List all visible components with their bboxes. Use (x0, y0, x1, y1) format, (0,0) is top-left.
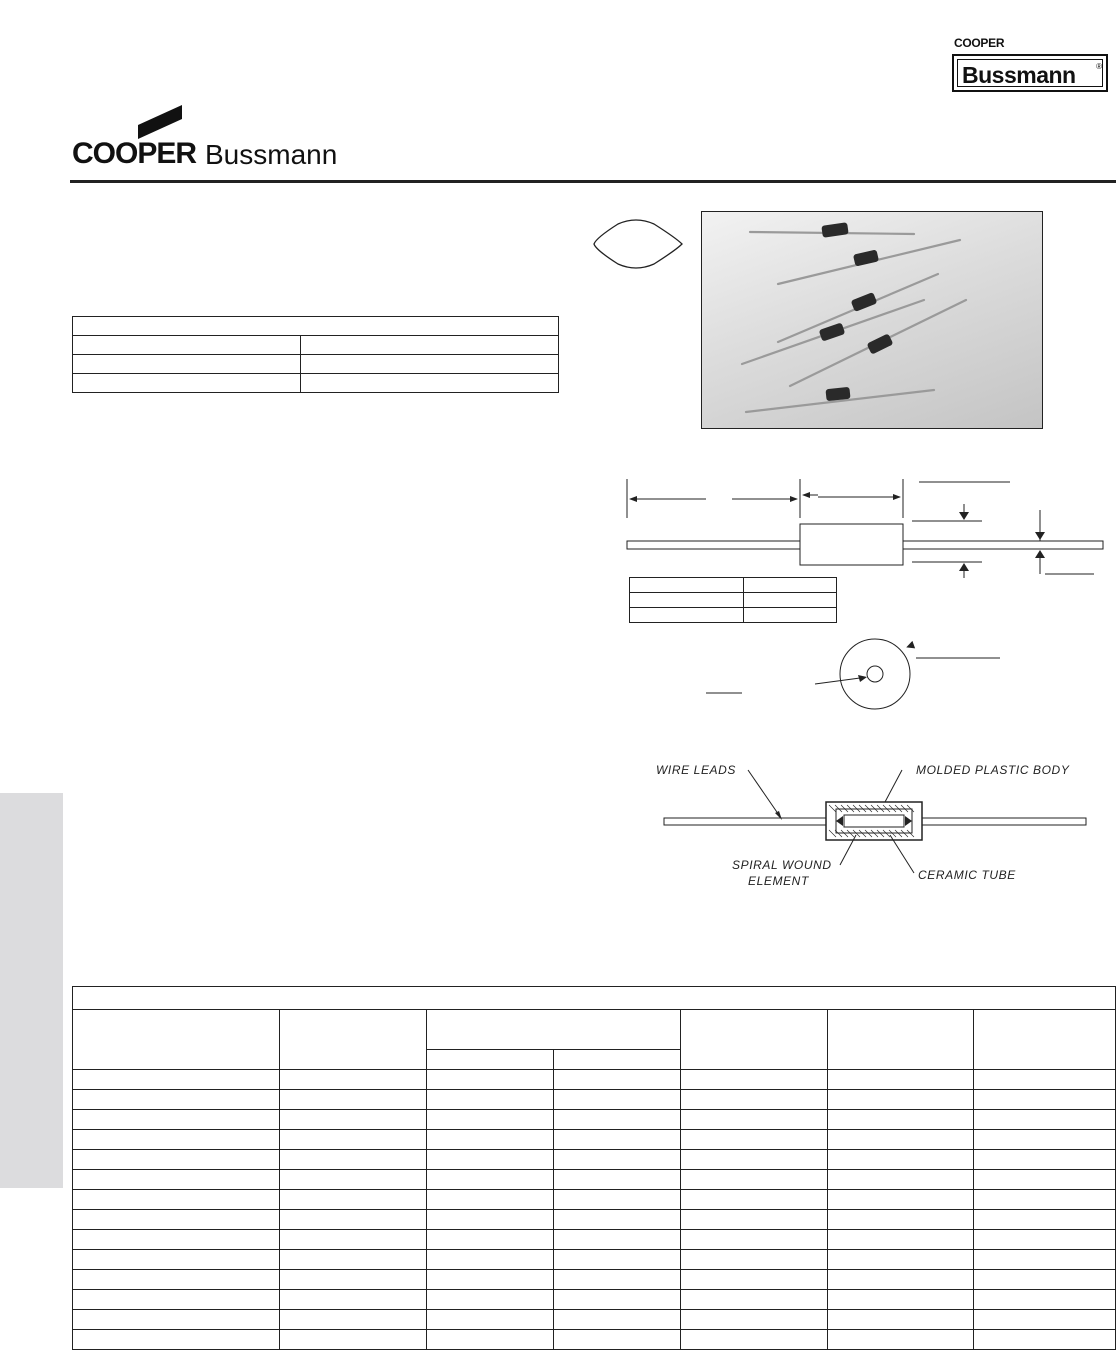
main-brand-logo (72, 105, 372, 171)
table-cell (73, 1210, 280, 1230)
table-cell (73, 1110, 280, 1130)
table-cell (280, 1110, 427, 1130)
table-cell (280, 1130, 427, 1150)
table-cell (427, 1330, 554, 1350)
end-view-drawing (690, 632, 1010, 712)
table-row (73, 1270, 1116, 1290)
table-cell (681, 1310, 828, 1330)
ratings-col-header (681, 1010, 828, 1070)
table-cell (681, 1090, 828, 1110)
table-cell (280, 1090, 427, 1110)
table-cell (681, 1190, 828, 1210)
table-cell (681, 1110, 828, 1130)
dimension-row (630, 608, 837, 623)
table-cell (554, 1310, 681, 1330)
table-cell (554, 1090, 681, 1110)
table-cell (974, 1310, 1116, 1330)
table-row (73, 1210, 1116, 1230)
table-cell (73, 1330, 280, 1350)
table-cell (73, 1230, 280, 1250)
table-cell (554, 1070, 681, 1090)
table-cell (73, 1150, 280, 1170)
table-cell (828, 1190, 974, 1210)
table-cell (280, 1310, 427, 1330)
small-logo-box (952, 54, 1108, 92)
table-cell (681, 1070, 828, 1090)
logo-cooper: COOPER (72, 137, 197, 170)
table-cell (554, 1290, 681, 1310)
table-cell (554, 1330, 681, 1350)
table-cell (554, 1110, 681, 1130)
table-cell (427, 1090, 554, 1110)
table-cell (554, 1230, 681, 1250)
table-row (73, 1090, 1116, 1110)
table-row (73, 1310, 1116, 1330)
table-cell (681, 1330, 828, 1350)
table-cell (681, 1290, 828, 1310)
spec-row (73, 374, 559, 393)
table-cell (280, 1290, 427, 1310)
compliance-badge-icon (590, 214, 686, 274)
table-cell (828, 1310, 974, 1330)
side-section-tab (0, 793, 63, 1188)
dimension-drawing (620, 470, 1110, 582)
table-cell (554, 1270, 681, 1290)
table-cell (974, 1250, 1116, 1270)
small-brand-logo (950, 36, 1112, 96)
table-cell (427, 1070, 554, 1090)
table-row (73, 1150, 1116, 1170)
table-cell (828, 1130, 974, 1150)
table-cell (554, 1210, 681, 1230)
table-cell (280, 1330, 427, 1350)
table-cell (427, 1290, 554, 1310)
cutaway-drawing (650, 755, 1090, 895)
table-cell (73, 1190, 280, 1210)
table-cell (828, 1090, 974, 1110)
table-cell (280, 1170, 427, 1190)
table-row (73, 1170, 1116, 1190)
label-spiral-element-1: SPIRAL WOUND (732, 858, 832, 872)
ratings-table-body (73, 1070, 1116, 1350)
header-rule (70, 180, 1116, 183)
logo-bussmann: Bussmann (205, 139, 338, 170)
table-cell (427, 1190, 554, 1210)
label-spiral-element-2: ELEMENT (748, 874, 809, 888)
table-cell (427, 1170, 554, 1190)
table-row (73, 1330, 1116, 1350)
small-logo-bussmann: Bussmann (962, 62, 1076, 88)
table-cell (73, 1170, 280, 1190)
table-cell (974, 1170, 1116, 1190)
table-cell (73, 1270, 280, 1290)
ratings-subcol-header (427, 1050, 554, 1070)
table-cell (974, 1130, 1116, 1150)
table-cell (427, 1150, 554, 1170)
table-cell (427, 1230, 554, 1250)
table-row (73, 1230, 1116, 1250)
table-cell (73, 1090, 280, 1110)
table-cell (73, 1070, 280, 1090)
table-cell (681, 1170, 828, 1190)
product-photo (701, 211, 1043, 429)
spec-table (72, 316, 559, 393)
table-cell (73, 1250, 280, 1270)
table-cell (73, 1130, 280, 1150)
table-cell (554, 1150, 681, 1170)
fuse-photo-image (702, 212, 1042, 428)
table-cell (974, 1110, 1116, 1130)
ratings-col-header (427, 1010, 681, 1050)
table-cell (828, 1070, 974, 1090)
table-cell (681, 1230, 828, 1250)
label-molded-body: MOLDED PLASTIC BODY (916, 763, 1070, 777)
table-row (73, 1110, 1116, 1130)
table-row (73, 1130, 1116, 1150)
table-cell (280, 1070, 427, 1090)
table-cell (681, 1150, 828, 1170)
spec-table-header (73, 317, 559, 336)
table-cell (280, 1250, 427, 1270)
table-cell (828, 1250, 974, 1270)
spec-row (73, 355, 559, 374)
registered-mark: ® (1096, 62, 1102, 71)
table-cell (828, 1290, 974, 1310)
label-ceramic-tube: CERAMIC TUBE (918, 868, 1016, 882)
table-cell (427, 1110, 554, 1130)
ratings-col-header (280, 1010, 427, 1070)
ratings-table-title (73, 987, 1116, 1010)
table-cell (974, 1230, 1116, 1250)
ratings-header-row (73, 1010, 1116, 1050)
table-cell (681, 1130, 828, 1150)
table-cell (681, 1270, 828, 1290)
dimension-table (629, 577, 837, 623)
spec-row (73, 336, 559, 355)
ratings-subcol-header (554, 1050, 681, 1070)
table-cell (427, 1250, 554, 1270)
table-cell (280, 1190, 427, 1210)
table-cell (427, 1310, 554, 1330)
table-cell (681, 1210, 828, 1230)
table-cell (427, 1210, 554, 1230)
table-cell (280, 1210, 427, 1230)
table-cell (974, 1090, 1116, 1110)
table-cell (828, 1330, 974, 1350)
table-cell (554, 1190, 681, 1210)
table-cell (974, 1270, 1116, 1290)
table-cell (974, 1150, 1116, 1170)
table-cell (73, 1290, 280, 1310)
table-cell (73, 1310, 280, 1330)
ratings-col-header (974, 1010, 1116, 1070)
table-row (73, 1290, 1116, 1310)
table-cell (554, 1170, 681, 1190)
table-cell (828, 1210, 974, 1230)
table-cell (427, 1130, 554, 1150)
table-cell (974, 1190, 1116, 1210)
ratings-col-header (828, 1010, 974, 1070)
table-cell (554, 1250, 681, 1270)
label-wire-leads: WIRE LEADS (656, 763, 737, 777)
table-cell (974, 1210, 1116, 1230)
dimension-row (630, 578, 837, 593)
dimension-row (630, 593, 837, 608)
table-cell (828, 1170, 974, 1190)
table-cell (681, 1250, 828, 1270)
table-cell (974, 1070, 1116, 1090)
table-row (73, 1190, 1116, 1210)
table-cell (974, 1330, 1116, 1350)
table-cell (280, 1230, 427, 1250)
table-row (73, 1070, 1116, 1090)
table-cell (828, 1150, 974, 1170)
table-cell (974, 1290, 1116, 1310)
small-logo-cooper: COOPER (954, 36, 1005, 50)
table-cell (280, 1150, 427, 1170)
table-cell (828, 1270, 974, 1290)
ratings-col-header (73, 1010, 280, 1070)
table-cell (828, 1110, 974, 1130)
table-row (73, 1250, 1116, 1270)
table-cell (427, 1270, 554, 1290)
table-cell (828, 1230, 974, 1250)
ratings-table (72, 986, 1116, 1350)
cooper-flag-icon (138, 105, 188, 141)
table-cell (554, 1130, 681, 1150)
table-cell (280, 1270, 427, 1290)
